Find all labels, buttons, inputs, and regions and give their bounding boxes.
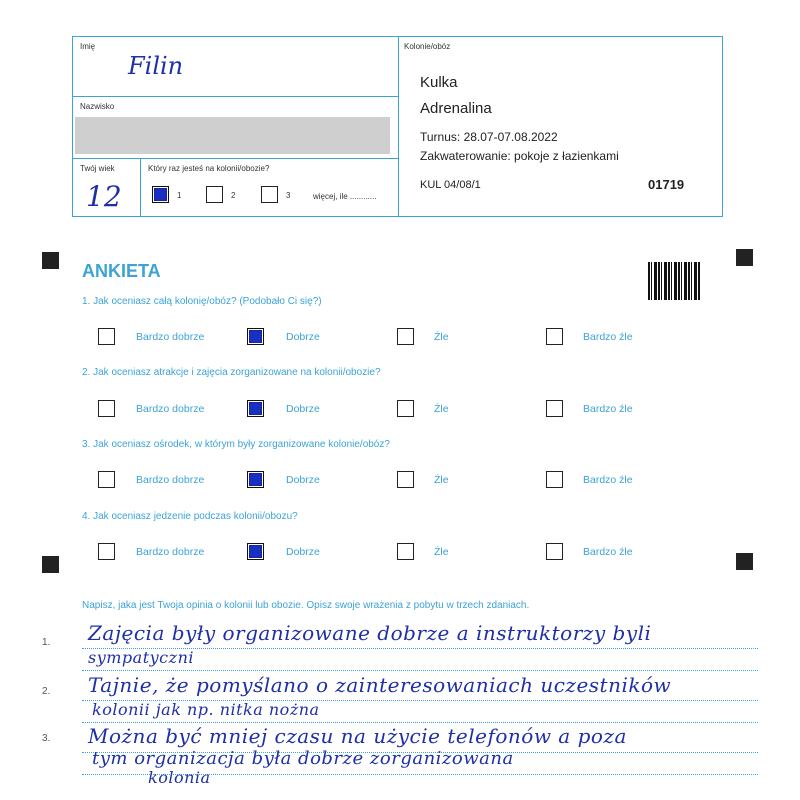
ktory-raz-checkbox-2[interactable]	[206, 186, 223, 203]
question-3-checkbox-3[interactable]	[397, 471, 414, 488]
nazwisko-label: Nazwisko	[80, 102, 115, 111]
question-2-text: 2. Jak oceniasz atrakcje i zajęcia zorganizowane na kolonii/obozie?	[82, 367, 381, 378]
registration-marker-mr	[736, 553, 753, 570]
question-1-option-4-label: Bardzo źle	[583, 331, 633, 343]
survey-title: ANKIETA	[82, 261, 161, 281]
question-4-text: 4. Jak oceniasz jedzenie podczas kolonii/obozu?	[82, 511, 298, 522]
opinion-prompt: Napisz, jaka jest Twoja opinia o kolonii lub obozie. Opisz swoje wrażenia z pobytu w trzech zdaniach.	[82, 600, 530, 611]
divider-imie	[72, 96, 399, 97]
registration-marker-tr	[736, 249, 753, 266]
handwritten-line-5: Można być mniej czasu na użycie telefonów a poza	[88, 724, 627, 748]
question-4-option-2-label: Dobrze	[286, 546, 320, 558]
answer-line	[82, 722, 758, 723]
ktory-raz-option-2: 2	[231, 191, 236, 200]
question-3-text: 3. Jak oceniasz ośrodek, w którym były zorganizowane kolonie/obóz?	[82, 439, 390, 450]
question-4-option-1-label: Bardzo dobrze	[136, 546, 205, 558]
question-2-checkbox-4[interactable]	[546, 400, 563, 417]
handwritten-line-3: Tajnie, że pomyślano o zainteresowaniach uczestników	[88, 673, 672, 697]
ktory-raz-label: Który raz jesteś na kolonii/obozie?	[148, 164, 270, 173]
question-1-option-2-label: Dobrze	[286, 331, 320, 343]
ktory-raz-option-1: 1	[177, 191, 182, 200]
question-2-checkbox-2[interactable]	[247, 400, 264, 417]
question-2-option-4-label: Bardzo źle	[583, 403, 633, 415]
imie-label: Imię	[80, 42, 96, 51]
question-3-option-2-label: Dobrze	[286, 474, 320, 486]
question-1-checkbox-4[interactable]	[546, 328, 563, 345]
wiecej-label: więcej, ile ............	[313, 192, 377, 201]
question-3-option-4-label: Bardzo źle	[583, 474, 633, 486]
question-2-option-3-label: Źle	[434, 403, 449, 415]
barcode	[648, 262, 700, 300]
question-4-option-4-label: Bardzo źle	[583, 546, 633, 558]
question-3-option-1-label: Bardzo dobrze	[136, 474, 205, 486]
question-3-checkbox-4[interactable]	[546, 471, 563, 488]
question-4-checkbox-1[interactable]	[98, 543, 115, 560]
turnus: Turnus: 28.07-07.08.2022	[420, 130, 558, 144]
question-1-checkbox-2[interactable]	[247, 328, 264, 345]
handwritten-line-1: Zajęcia były organizowane dobrze a instruktorzy byli	[88, 621, 652, 645]
kolonia-name: Kulka	[420, 74, 458, 91]
answer-number-3: 3.	[42, 733, 51, 744]
kolonia-code: KUL 04/08/1	[420, 179, 481, 191]
answer-number-2: 2.	[42, 686, 51, 697]
question-1-option-3-label: Źle	[434, 331, 449, 343]
handwritten-line-2: sympatyczni	[88, 648, 194, 667]
question-1-option-1-label: Bardzo dobrze	[136, 331, 205, 343]
question-2-option-1-label: Bardzo dobrze	[136, 403, 205, 415]
ktory-raz-checkbox-3[interactable]	[261, 186, 278, 203]
question-4-checkbox-4[interactable]	[546, 543, 563, 560]
registration-marker-ml	[42, 556, 59, 573]
divider-wiek	[140, 158, 141, 217]
answer-line	[82, 670, 758, 671]
question-1-checkbox-3[interactable]	[397, 328, 414, 345]
form-number: 01719	[648, 177, 685, 192]
question-1-text: 1. Jak oceniasz całą kolonię/obóz? (Podobało Ci się?)	[82, 296, 322, 307]
question-3-checkbox-2[interactable]	[247, 471, 264, 488]
nazwisko-redacted	[75, 117, 390, 154]
handwritten-line-6: tym organizacja była dobrze zorganizowana	[92, 748, 514, 769]
question-2-checkbox-1[interactable]	[98, 400, 115, 417]
question-4-option-3-label: Źle	[434, 546, 449, 558]
question-3-option-3-label: Źle	[434, 474, 449, 486]
handwritten-line-4: kolonii jak np. nitka nożna	[92, 700, 320, 719]
question-1-checkbox-1[interactable]	[98, 328, 115, 345]
question-2-option-2-label: Dobrze	[286, 403, 320, 415]
zakwaterowanie: Zakwaterowanie: pokoje z łazienkami	[420, 149, 619, 163]
imie-value: Filin	[128, 52, 184, 80]
wiek-label: Twój wiek	[80, 164, 115, 173]
ktory-raz-checkbox-1[interactable]	[152, 186, 169, 203]
question-4-checkbox-2[interactable]	[247, 543, 264, 560]
handwritten-line-7: kolonia	[148, 768, 211, 787]
kolonia-program: Adrenalina	[420, 100, 492, 117]
registration-marker-tl	[42, 252, 59, 269]
answer-number-1: 1.	[42, 637, 51, 648]
wiek-value: 12	[86, 180, 122, 213]
question-4-checkbox-3[interactable]	[397, 543, 414, 560]
kolonia-label: Kolonie/obóz	[404, 42, 451, 51]
ktory-raz-option-3: 3	[286, 191, 291, 200]
divider-nazwisko	[72, 158, 399, 159]
question-2-checkbox-3[interactable]	[397, 400, 414, 417]
question-3-checkbox-1[interactable]	[98, 471, 115, 488]
